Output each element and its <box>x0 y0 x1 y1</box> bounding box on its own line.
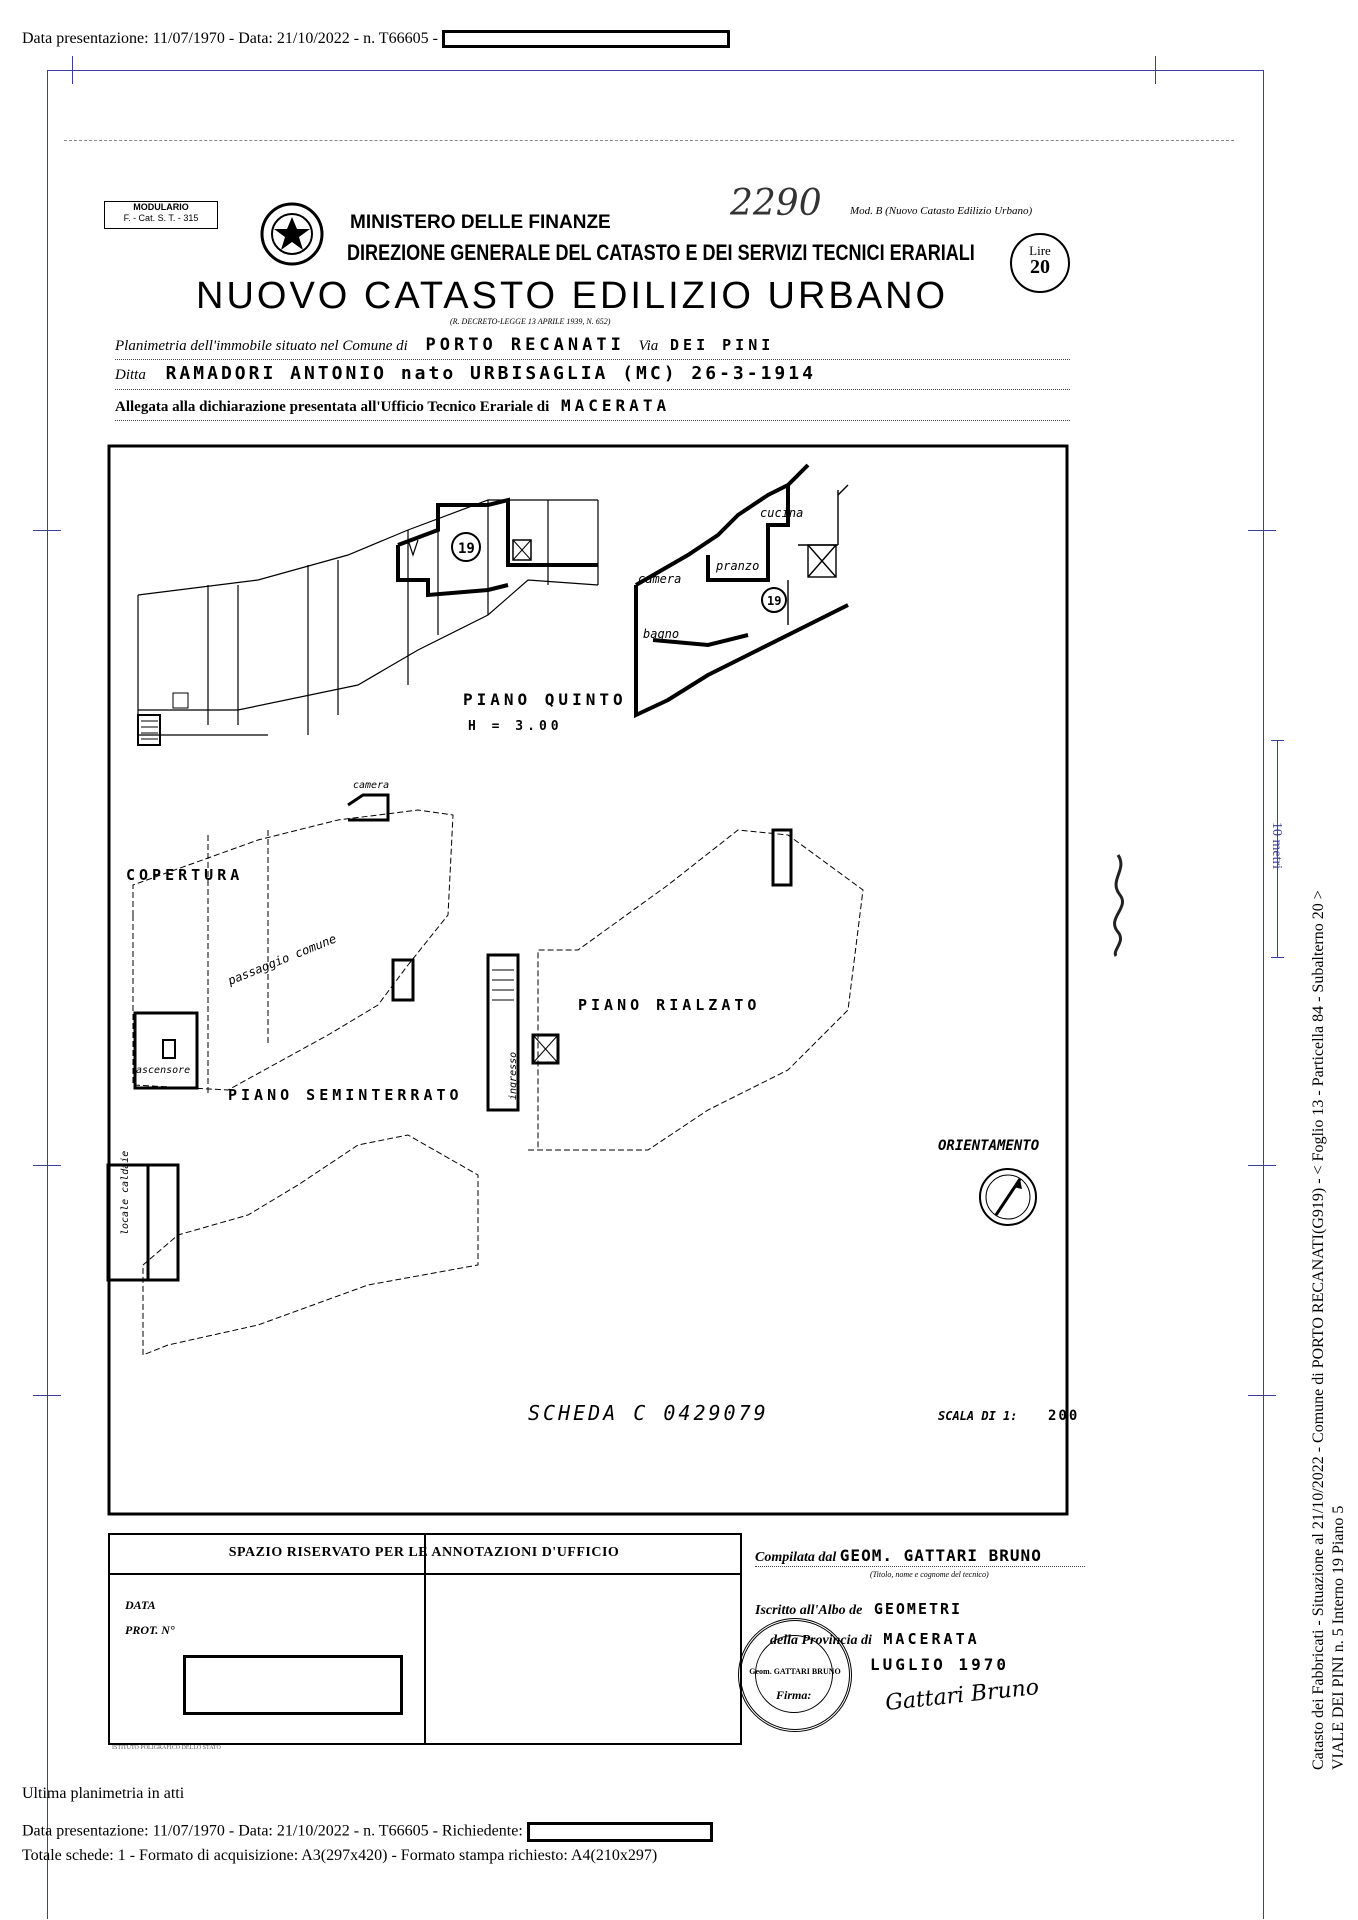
scan-rule <box>64 140 1234 141</box>
drawing-border <box>109 446 1067 1514</box>
scale-label: 10 metri <box>1269 822 1284 870</box>
via-label: Via <box>638 338 659 354</box>
office-data-label: DATA <box>125 1598 156 1612</box>
comune-value: PORTO RECANATI <box>425 335 625 355</box>
label-ingresso: ingresso <box>508 1051 519 1100</box>
signature: Gattari Bruno <box>884 1675 1041 1716</box>
ditta-label: Ditta <box>115 367 146 383</box>
label-scheda: SCHEDA C 0429079 <box>528 1401 769 1425</box>
ditta-line <box>115 363 1070 390</box>
label-scala-value: 200 <box>1048 1408 1080 1424</box>
label-orientamento: ORIENTAMENTO <box>938 1138 1040 1154</box>
office-date-value: LUGLIO 1970 <box>870 1655 1009 1674</box>
seal-stamp <box>738 1618 852 1732</box>
label-copertura: COPERTURA <box>126 866 244 884</box>
side-info-line-1: Catasto dei Fabbricati - Situazione al 21/10/2022 - Comune di PORTO RECANATI(G919) - < Foglio 13 - Particella 84 - Subalterno 20 > <box>1310 890 1327 1770</box>
piano-rialzato-outline <box>528 830 863 1150</box>
header-line <box>22 30 730 48</box>
frame-tick <box>72 56 73 84</box>
frame-tick <box>1155 56 1156 84</box>
label-scala: SCALA DI 1: <box>938 1409 1018 1423</box>
label-piano-quinto: PIANO QUINTO <box>463 690 627 709</box>
frame-tick <box>1248 530 1276 531</box>
piano-seminterrato-outline <box>143 1135 478 1355</box>
redacted-prot-box <box>183 1655 403 1715</box>
side-info-line-2: VIALE DEI PINI n. 5 Interno 19 Piano 5 <box>1330 1505 1347 1770</box>
ditta-value: RAMADORI ANTONIO nato URBISAGLIA (MC) 26-3-1914 <box>165 363 816 384</box>
iscritto-value: GEOMETRI <box>873 1600 963 1618</box>
room-cucina: cucina <box>760 506 804 520</box>
scale-bar-cap-bottom <box>1271 957 1284 958</box>
scale-bar-cap-top <box>1271 740 1284 741</box>
label-piano-seminterrato: PIANO SEMINTERRATO <box>228 1086 463 1104</box>
frame-tick <box>33 1395 61 1396</box>
compilata-rule <box>755 1566 1085 1567</box>
compilata-note: (Titolo, nome e cognome del tecnico) <box>870 1570 989 1579</box>
provincia-label: della Provincia di <box>770 1633 872 1648</box>
lire-value: 20 <box>1030 256 1050 278</box>
footer-line-1-text: Data presentazione: 11/07/1970 - Data: 21/10/2022 - n. T66605 - Richiedente: <box>22 1822 523 1840</box>
planimetria-label: Planimetria dell'immobile situato nel Comune di <box>115 338 408 354</box>
label-locale-caldaie: locale caldaie <box>120 1150 131 1235</box>
label-piano-rialzato: PIANO RIALZATO <box>578 996 761 1014</box>
form-title: NUOVO CATASTO EDILIZIO URBANO <box>196 275 949 317</box>
label-passaggio: passaggio comune <box>225 931 339 988</box>
firma-label: Firma: <box>776 1688 812 1702</box>
iscritto-label: Iscritto all'Albo de <box>755 1603 863 1618</box>
direction-title: DIREZIONE GENERALE DEL CATASTO E DEI SERVIZI TECNICI ERARIALI <box>347 240 975 265</box>
office-title: SPAZIO RISERVATO PER LE ANNOTAZIONI D'UFFICIO <box>108 1533 740 1575</box>
frame-tick <box>1248 1395 1276 1396</box>
floor-plan-drawing <box>108 445 1080 1515</box>
footer-line-2: Totale schede: 1 - Formato di acquisizione: A3(297x420) - Formato stampa richiesto: A4(210x297) <box>22 1847 658 1864</box>
piano-quinto-unit-walls <box>398 500 598 595</box>
iscritto-line <box>755 1600 962 1619</box>
modulario-box <box>104 201 218 229</box>
redacted-requester <box>527 1822 713 1842</box>
via-value: DEI PINI <box>670 336 775 354</box>
lire-stamp <box>1010 233 1070 293</box>
printer-imprint: ISTITUTO POLIGRAFICO DELLO STATO <box>112 1745 221 1751</box>
ministry-title: MINISTERO DELLE FINANZE <box>350 212 611 233</box>
footer-ultima: Ultima planimetria in atti <box>22 1785 185 1802</box>
decree-note: (R. DECRETO-LEGGE 13 APRILE 1939, N. 652) <box>450 317 611 326</box>
mod-label: Mod. B (Nuovo Catasto Edilizio Urbano) <box>850 205 1033 217</box>
header-text: Data presentazione: 11/07/1970 - Data: 21/10/2022 - n. T66605 - <box>22 30 438 47</box>
margin-scribble-icon <box>1098 850 1138 960</box>
room-pranzo: pranzo <box>716 559 760 573</box>
emblem-icon <box>256 197 328 271</box>
compilata-line <box>755 1546 1042 1566</box>
handwritten-number: 2290 <box>730 183 822 224</box>
frame-tick <box>33 530 61 531</box>
planimetria-line <box>115 335 1070 360</box>
frame-tick <box>33 1165 61 1166</box>
label-camera-copertura: camera <box>353 780 390 791</box>
footer-line-1 <box>22 1822 713 1842</box>
label-ascensore: ascensore <box>136 1065 191 1076</box>
compilata-value: GEOM. GATTARI BRUNO <box>839 1546 1042 1565</box>
allegata-line <box>115 396 1070 421</box>
frame-tick <box>1248 1165 1276 1166</box>
seal-text: Geom. GATTARI BRUNO <box>749 1667 841 1676</box>
piano-quinto-detail-walls <box>636 465 848 715</box>
compilata-label: Compilata dal <box>755 1550 837 1565</box>
redacted-box <box>442 30 730 48</box>
label-height: H = 3.00 <box>468 719 563 734</box>
provincia-value: MACERATA <box>883 1630 980 1648</box>
allegata-label: Allegata alla dichiarazione presentata all'Ufficio Tecnico Erariale di <box>115 399 550 415</box>
room-bagno: bagno <box>643 627 680 641</box>
lire-label: Lire <box>1029 243 1051 258</box>
modulario-label: MODULARIO <box>133 202 189 212</box>
ufficio-value: MACERATA <box>561 396 671 415</box>
unit-no-left: 19 <box>458 541 475 557</box>
room-camera: camera <box>638 572 682 586</box>
unit-no-right: 19 <box>767 594 782 608</box>
modulario-code: F. - Cat. S. T. - 315 <box>123 213 199 223</box>
office-prot-label: PROT. N° <box>125 1623 175 1637</box>
